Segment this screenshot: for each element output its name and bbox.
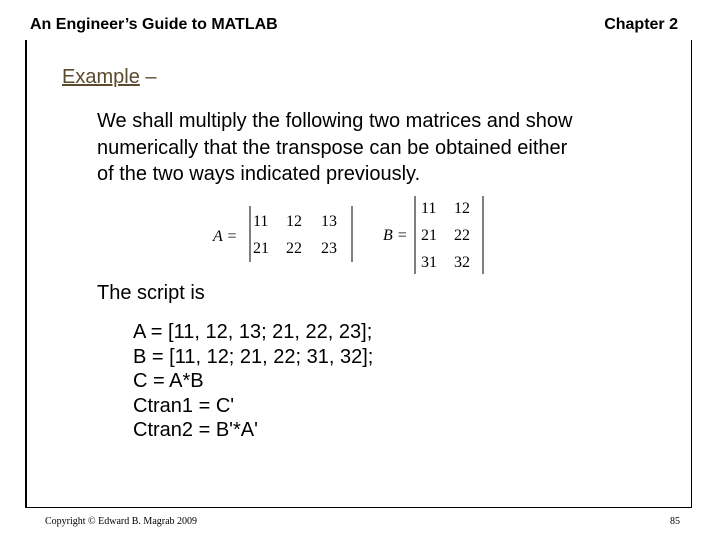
code-line: Ctran1 = C' (133, 394, 235, 417)
code-line: Ctran2 = B'*A' (133, 419, 258, 441)
matrix-b-cell: 21 (421, 227, 437, 244)
matrix-a-cell: 11 (253, 213, 269, 230)
header-book-title: An Engineer’s Guide to MATLAB (30, 16, 278, 33)
paragraph-line: We shall multiply the following two matrices and show (97, 110, 573, 132)
example-heading-dash: – (139, 66, 157, 88)
matrix-a-cell: 22 (286, 240, 302, 257)
paragraph-line: of the two ways indicated previously. (97, 163, 421, 185)
matrix-b-label: B = (383, 227, 408, 244)
matrix-b-cell: 12 (454, 200, 470, 217)
matrix-a-cell: 23 (321, 240, 337, 257)
script-code-block (133, 320, 373, 443)
matrix-a-cell: 21 (253, 240, 269, 257)
matrix-a-cell: 12 (286, 213, 302, 230)
matrix-b-cell: 31 (421, 254, 437, 271)
description-paragraph (97, 108, 687, 188)
footer-page-number: 85 (670, 516, 680, 527)
code-line: C = A*B (133, 370, 204, 392)
matrix-b (380, 194, 490, 276)
matrix-b-cell: 32 (454, 254, 470, 271)
matrix-a-label: A = (213, 228, 238, 245)
matrix-b-cell: 11 (421, 200, 437, 217)
footer-copyright: Copyright © Edward B. Magrab 2009 (45, 516, 198, 527)
matrix-b-cell: 22 (454, 227, 470, 244)
paragraph-line: numerically that the transpose can be obtained either (97, 136, 568, 159)
script-intro: The script is (97, 282, 205, 304)
example-heading (62, 66, 157, 89)
code-line: B = [11, 12; 21, 22; 31, 32]; (133, 345, 374, 368)
matrix-a (210, 202, 360, 266)
code-line: A = [11, 12, 13; 21, 22, 23]; (133, 321, 373, 343)
example-heading-word: Example (62, 66, 140, 88)
header-chapter: Chapter 2 (604, 16, 678, 33)
matrix-a-cell: 13 (321, 213, 337, 230)
